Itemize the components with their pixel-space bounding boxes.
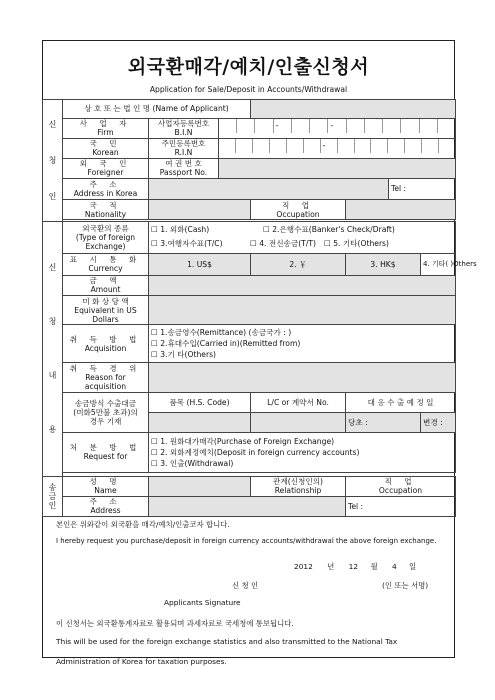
rin-label: 주민등록번호 R.I.N: [149, 138, 219, 158]
currency-usd[interactable]: 1. US$: [149, 253, 251, 275]
remitter-address-label: 주 소 Address: [63, 496, 149, 516]
applicant-name-label: 상 호 또 는 법 인 명 (Name of Applicant): [63, 100, 251, 119]
fx-type-options: [149, 222, 456, 254]
tel-label: Tel :: [391, 184, 407, 194]
remitter-name-field[interactable]: [149, 476, 251, 496]
applicant-side-label: 신 청 인: [43, 100, 63, 222]
remitter-tel-label: Tel :: [348, 501, 364, 511]
acq-remittance-checkbox[interactable]: ☐ 1.송금영수(Remittance) (송금국가 : ): [151, 328, 292, 338]
fx-type-draft-checkbox[interactable]: ☐ 2.은행수표(Banker's Check/Draft): [263, 225, 395, 235]
address-label: 주 소 Address in Korea: [63, 178, 149, 199]
form-title: 외국환매각/예치/인출신청서: [127, 56, 370, 78]
remitter-side-label: 송 금 인: [43, 476, 63, 516]
request-for-options: [149, 432, 456, 472]
hs-code-field[interactable]: [149, 412, 251, 432]
request-side-label: 신 청 내 용: [43, 222, 63, 477]
acquisition-options: [149, 325, 456, 363]
seal-or-signature[interactable]: (인 또는 서명): [382, 581, 429, 590]
signer-label: 신 청 인: [232, 581, 259, 590]
export-date-original[interactable]: 당초 :: [346, 412, 421, 432]
passport-label: 여 권 번 호 Passport No.: [149, 158, 219, 178]
date-year: 2012: [294, 562, 313, 571]
date-month: 12: [348, 562, 359, 571]
remitter-occupation-label: 직 업 Occupation: [346, 476, 456, 496]
brn-field[interactable]: - -: [219, 118, 456, 138]
address-field[interactable]: [149, 178, 389, 199]
remittance-export-label: 송금방식 수출대금 (미화5만불 초과)의 경우 기재: [63, 392, 149, 432]
acq-others-checkbox[interactable]: ☐ 3.기 타(Others): [151, 350, 216, 360]
declaration-en: I hereby request you purchase/deposit in foreign currency accounts/withdrawal the above foreign exchange.: [56, 537, 437, 545]
fx-type-tt-checkbox[interactable]: ☐ 4. 전신송금(T/T): [250, 239, 316, 249]
amount-field[interactable]: [149, 275, 456, 295]
req-withdrawal-checkbox[interactable]: ☐ 3. 인출(Withdrawal): [151, 458, 234, 468]
applicant-tel-field[interactable]: [389, 178, 456, 199]
brn-label: 사업자등록번호 B.I.N: [149, 118, 219, 138]
passport-field[interactable]: [219, 158, 456, 178]
acq-carried-in-checkbox[interactable]: ☐ 2.휴대수입(Carried in)(Remitted from): [151, 339, 301, 349]
lc-number-field[interactable]: [251, 412, 346, 432]
application-table: [42, 99, 477, 517]
notice-en-line1: This will be used for the foreign exchange statistics and also transmitted to the National Tax: [56, 637, 398, 646]
req-deposit-checkbox[interactable]: ☐ 2. 외화계정예치(Deposit in foreign currency accounts): [151, 447, 360, 457]
currency-label: 표 시 통 화 Currency: [63, 253, 149, 275]
fx-type-label: 외국환의 종류 (Type of foreign Exchange): [63, 222, 149, 254]
hs-code-label: 품목 (H.S. Code): [149, 392, 251, 412]
application-date[interactable]: 2012 년 12 월 4 일: [294, 562, 417, 571]
remitter-relationship-label: 관계(신청인의) Relationship: [251, 476, 346, 496]
applicant-signature-label: Applicants Signature: [164, 598, 241, 607]
export-date-label: 대 응 수 출 예 정 일: [346, 392, 456, 412]
applicant-name-field[interactable]: [251, 100, 456, 119]
declaration-ko: 본인은 위와같이 외국환을 매각/예치/인출코자 합니다.: [56, 520, 230, 529]
export-date-changed[interactable]: 변경 :: [421, 412, 456, 432]
reason-label: 취 득 경 위 Reason for acquisition: [63, 363, 149, 392]
usd-equivalent-label: 미 화 상 당 액 Equivalent in US Dollars: [63, 295, 149, 324]
reason-field[interactable]: [149, 363, 456, 392]
date-day: 4: [391, 562, 397, 571]
rin-field[interactable]: -: [219, 138, 456, 158]
notice-en-line2: Administration of Korea for taxation purposes.: [56, 657, 227, 666]
req-purchase-checkbox[interactable]: ☐ 1. 원화대가매각(Purchase of Foreign Exchange): [151, 436, 335, 446]
request-for-label: 처 분 방 법 Request for: [63, 432, 149, 472]
acquisition-label: 취 득 방 법 Acquisition: [63, 325, 149, 363]
foreigner-label: 외 국 인 Foreigner: [63, 158, 149, 178]
lc-number-label: L/C or 계약서 No.: [251, 392, 346, 412]
fx-type-others-checkbox[interactable]: ☐ 5. 기타(Others): [323, 239, 389, 249]
amount-label: 금 액 Amount: [63, 275, 149, 295]
remitter-address-field[interactable]: [149, 496, 346, 516]
occupation-label: 직 업 Occupation: [251, 200, 346, 220]
firm-label: 사 업 자 Firm: [63, 118, 149, 138]
notice-ko: 이 신청서는 외국환통계자료로 활용되며 과세자료로 국세청에 통보됩니다.: [56, 619, 294, 628]
nationality-field[interactable]: [149, 200, 251, 220]
remitter-name-label: 성 명 Name: [63, 476, 149, 496]
currency-other[interactable]: 4. 기타( )Others: [421, 253, 456, 275]
fx-type-tc-checkbox[interactable]: ☐ 3.여행자수표(T/C): [151, 239, 223, 249]
remitter-tel-field[interactable]: [346, 496, 456, 516]
occupation-field[interactable]: [346, 200, 456, 220]
currency-hkd[interactable]: 3. HK$: [346, 253, 421, 275]
currency-yen[interactable]: 2. ￥: [251, 253, 346, 275]
usd-equivalent-field[interactable]: [149, 295, 456, 324]
fx-type-cash-checkbox[interactable]: ☐ 1. 외화(Cash): [151, 225, 210, 235]
korean-label: 국 민 Korean: [63, 138, 149, 158]
form-subtitle: Application for Sale/Deposit in Accounts/Withdrawal: [149, 85, 348, 94]
nationality-label: 국 적 Nationality: [63, 200, 149, 220]
